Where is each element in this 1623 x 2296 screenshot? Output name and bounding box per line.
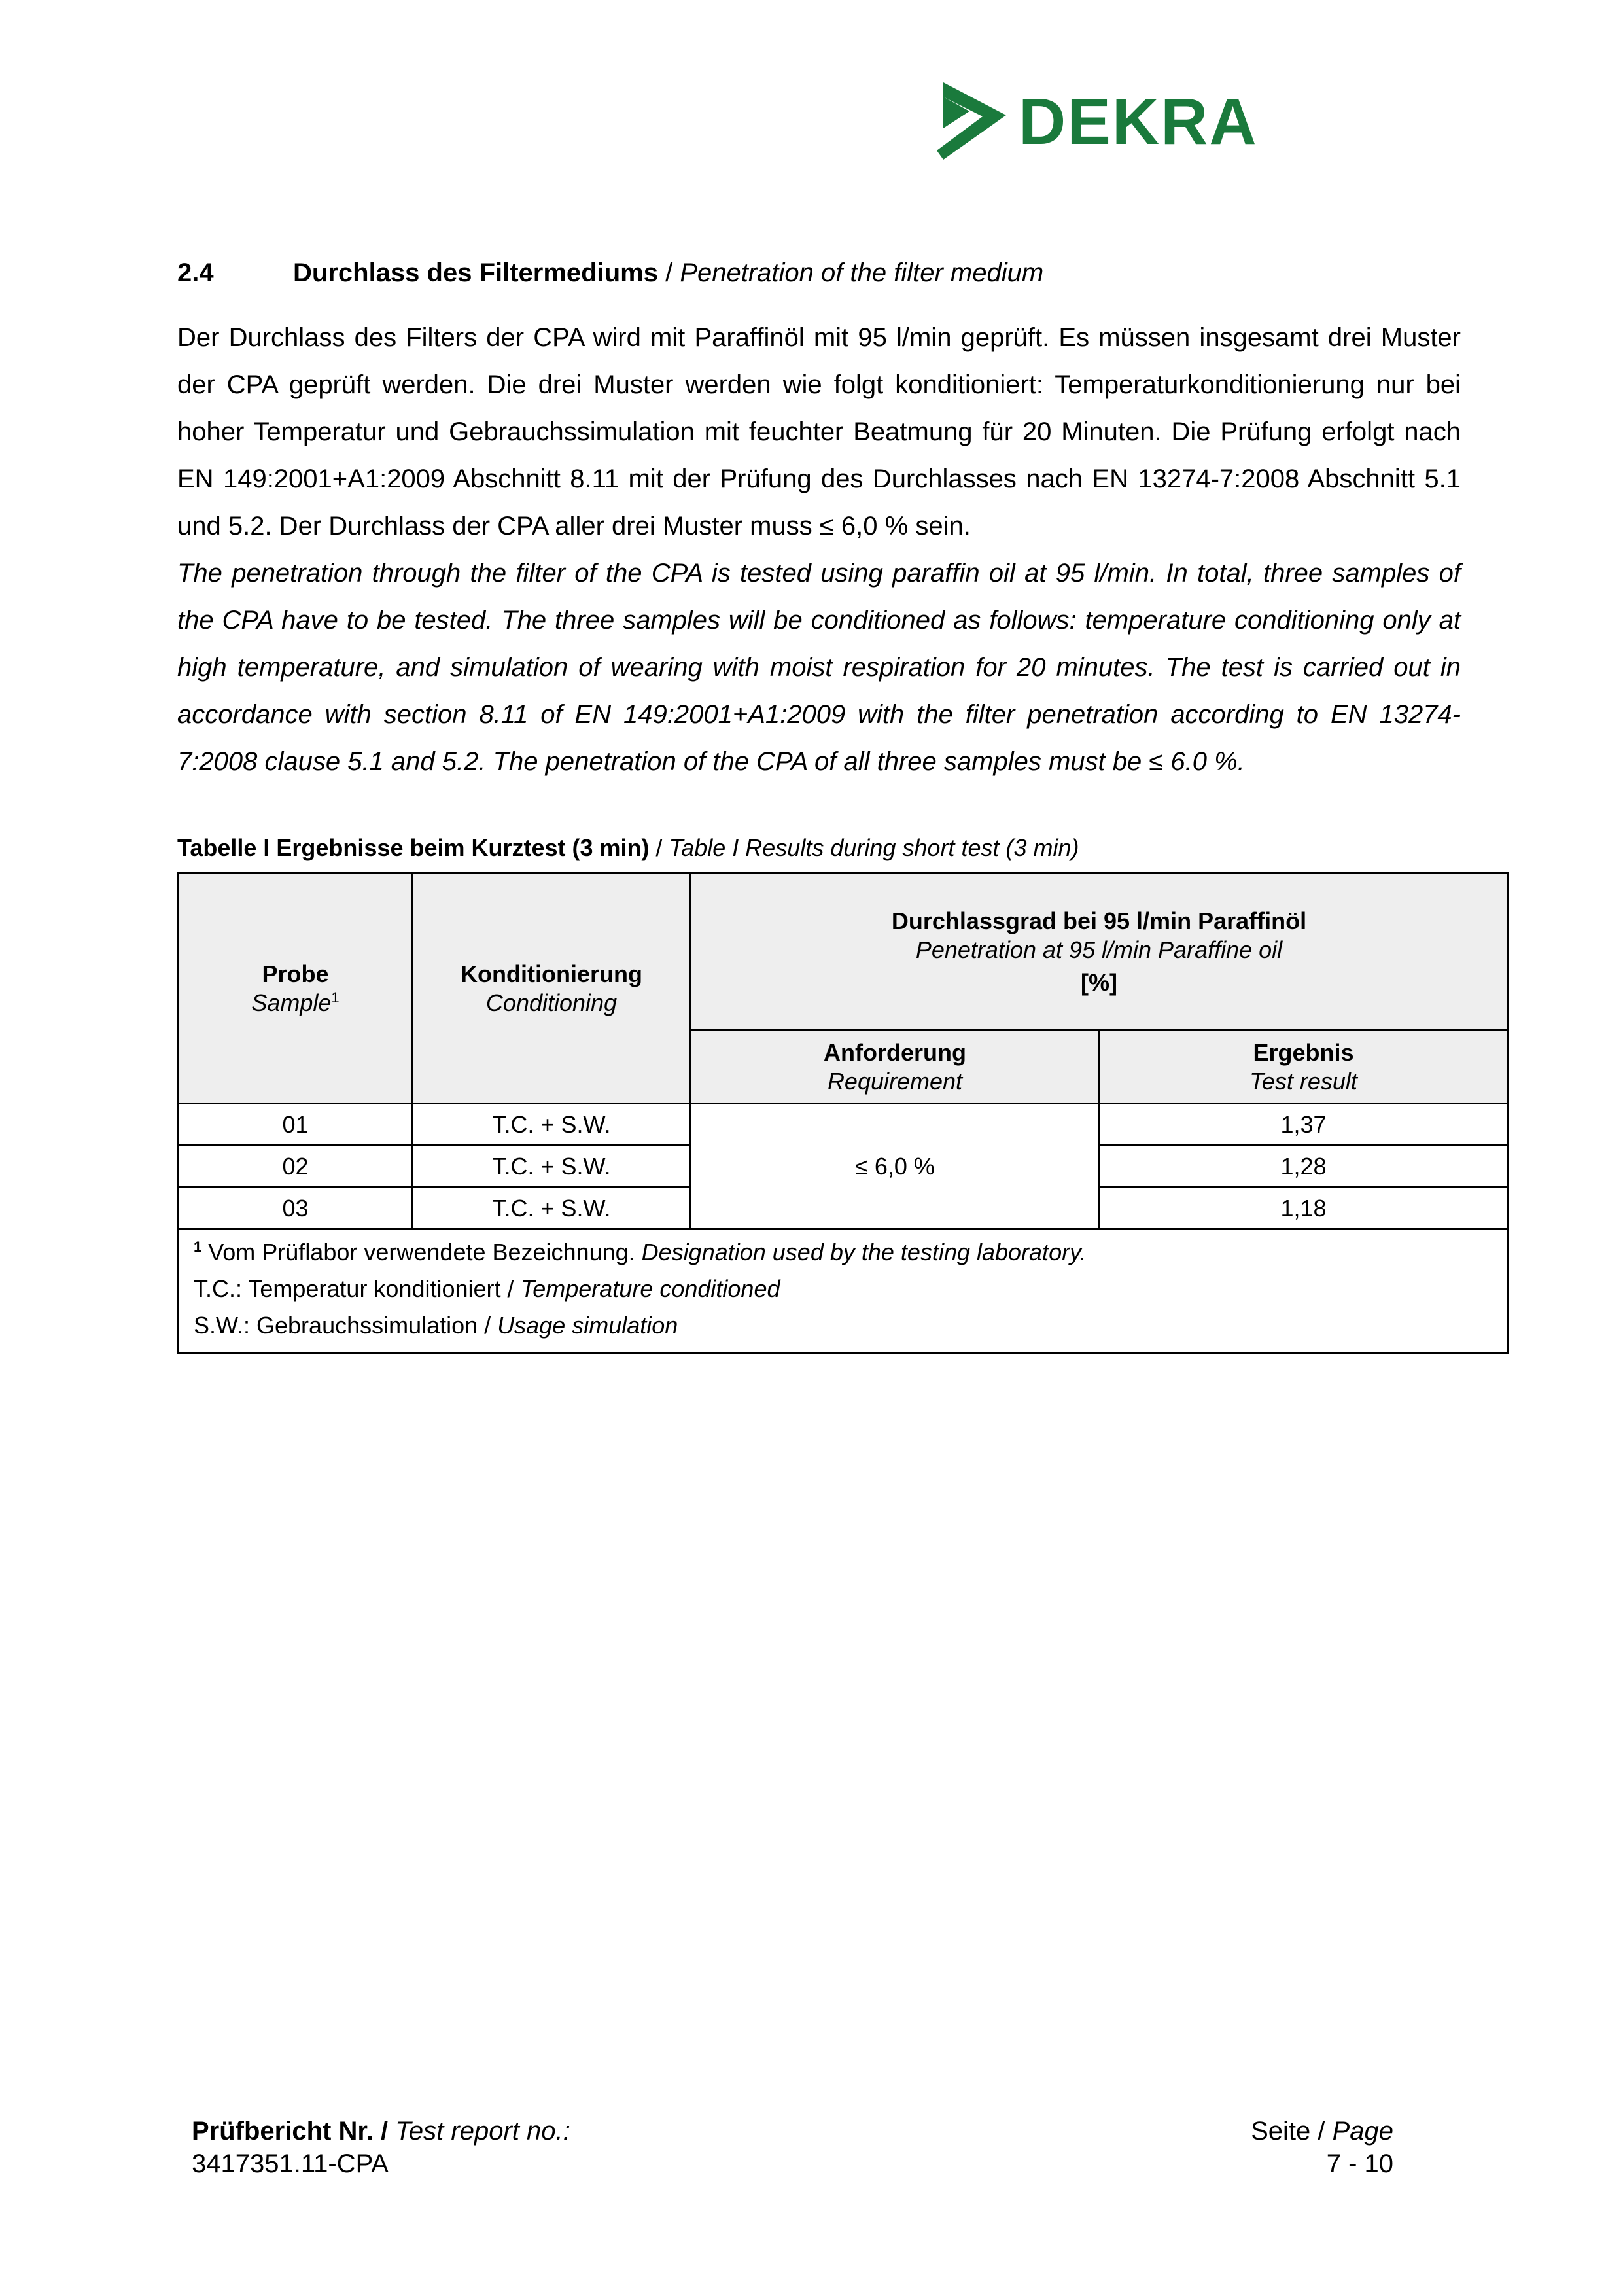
header-result-en: Test result xyxy=(1249,1067,1357,1095)
section-title-separator: / xyxy=(657,258,680,287)
header-penetration-unit: [%] xyxy=(1081,968,1117,996)
note-temperature-conditioned: T.C.: Temperatur konditioniert / Temperature conditioned xyxy=(194,1275,780,1302)
section-title-en: Penetration of the filter medium xyxy=(680,258,1044,287)
header-conditioning xyxy=(413,874,691,1104)
footer-report-number: 3417351.11-CPA xyxy=(192,2149,389,2178)
body-text xyxy=(177,314,1461,785)
cell-sample: 02 xyxy=(179,1146,413,1188)
header-conditioning-en: Conditioning xyxy=(485,989,618,1016)
header-requirement-en: Requirement xyxy=(827,1067,963,1095)
header-requirement xyxy=(691,1031,1100,1104)
cell-result: 1,18 xyxy=(1100,1188,1508,1229)
cell-result: 1,28 xyxy=(1100,1146,1508,1188)
dekra-arrow-icon xyxy=(929,77,1014,166)
table-caption-en: Table I Results during short test (3 min) xyxy=(669,834,1079,861)
table-row xyxy=(179,1104,1508,1146)
header-sample-de: Probe xyxy=(262,960,329,987)
footer-report-info xyxy=(192,2115,570,2180)
paragraph-en: The penetration through the filter of the CPA is tested using paraffin oil at 95 l/min. In total, three samples of the CPA have to be tested. The three samples will be conditioned as follows: temperature conditioning only at high temperature, and simulation of wearing with moist respiration for 20 minutes. The test is carried out in accordance with section 8.11 of EN 149:2001+A1:2009 with the filter penetration according to EN 13274-7:2008 clause 5.1 and 5.2. The penetration of the CPA of all three samples must be ≤ 6.0 %. xyxy=(177,559,1461,776)
paragraph-de: Der Durchlass des Filters der CPA wird mit Paraffinöl mit 95 l/min geprüft. Es müssen insgesamt drei Muster der CPA geprüft werden. Die drei Muster werden wie folgt konditioniert: Temperaturkonditionierung nur bei hoher Temperatur und Gebrauchssimulation mit feuchter Beatmung für 20 Minuten. Die Prüfung erfolgt nach EN 149:2001+A1:2009 Abschnitt 8.11 mit der Prüfung des Durchlasses nach EN 13274-7:2008 Abschnitt 5.1 und 5.2. Der Durchlass der CPA aller drei Muster muss ≤ 6,0 % sein. xyxy=(177,323,1461,540)
dekra-logo xyxy=(929,77,1258,166)
results-table xyxy=(177,872,1509,1354)
note-designation: $^1$ Vom Prüflabor verwendete Bezeichnung. Designation used by the testing laboratory. xyxy=(194,1239,1087,1265)
table-notes-row xyxy=(179,1229,1508,1353)
table-header-row xyxy=(179,874,1508,1031)
header-requirement-de: Anforderung xyxy=(824,1038,966,1066)
section-number: 2.4 xyxy=(177,258,214,287)
footer-report-label: Prüfbericht Nr. / Test report no.: xyxy=(192,2117,570,2146)
table-caption-separator: / xyxy=(649,834,669,861)
note-usage-simulation: S.W.: Gebrauchssimulation / Usage simulation xyxy=(194,1312,678,1339)
cell-requirement: ≤ 6,0 % xyxy=(691,1104,1100,1229)
header-penetration-de: Durchlassgrad bei 95 l/min Paraffinöl xyxy=(891,907,1307,934)
cell-result: 1,37 xyxy=(1100,1104,1508,1146)
cell-conditioning: T.C. + S.W. xyxy=(413,1188,691,1229)
header-result-de: Ergebnis xyxy=(1253,1038,1354,1066)
table-caption xyxy=(177,832,1420,864)
dekra-logo-text: DEKRA xyxy=(1019,85,1258,158)
section-title-de: Durchlass des Filtermediums xyxy=(293,258,658,287)
table-notes xyxy=(179,1229,1508,1353)
header-penetration xyxy=(691,874,1508,1031)
footnote-marker: 1 xyxy=(331,989,340,1006)
footer-page-value: 7 - 10 xyxy=(1326,2149,1393,2178)
section-title xyxy=(293,255,1043,291)
header-sample xyxy=(179,874,413,1104)
cell-sample: 03 xyxy=(179,1188,413,1229)
header-penetration-en: Penetration at 95 l/min Paraffine oil xyxy=(915,936,1283,963)
header-sample-en: Sample$^1$ xyxy=(251,989,340,1016)
cell-sample: 01 xyxy=(179,1104,413,1146)
cell-conditioning: T.C. + S.W. xyxy=(413,1104,691,1146)
header-conditioning-de: Konditionierung xyxy=(461,960,642,987)
footer-page-label: Seite / Page xyxy=(1251,2117,1393,2146)
table-caption-de: Tabelle I Ergebnisse beim Kurztest (3 min) xyxy=(177,834,650,861)
footer-page-info xyxy=(1178,2115,1393,2180)
cell-conditioning: T.C. + S.W. xyxy=(413,1146,691,1188)
header-result xyxy=(1100,1031,1508,1104)
